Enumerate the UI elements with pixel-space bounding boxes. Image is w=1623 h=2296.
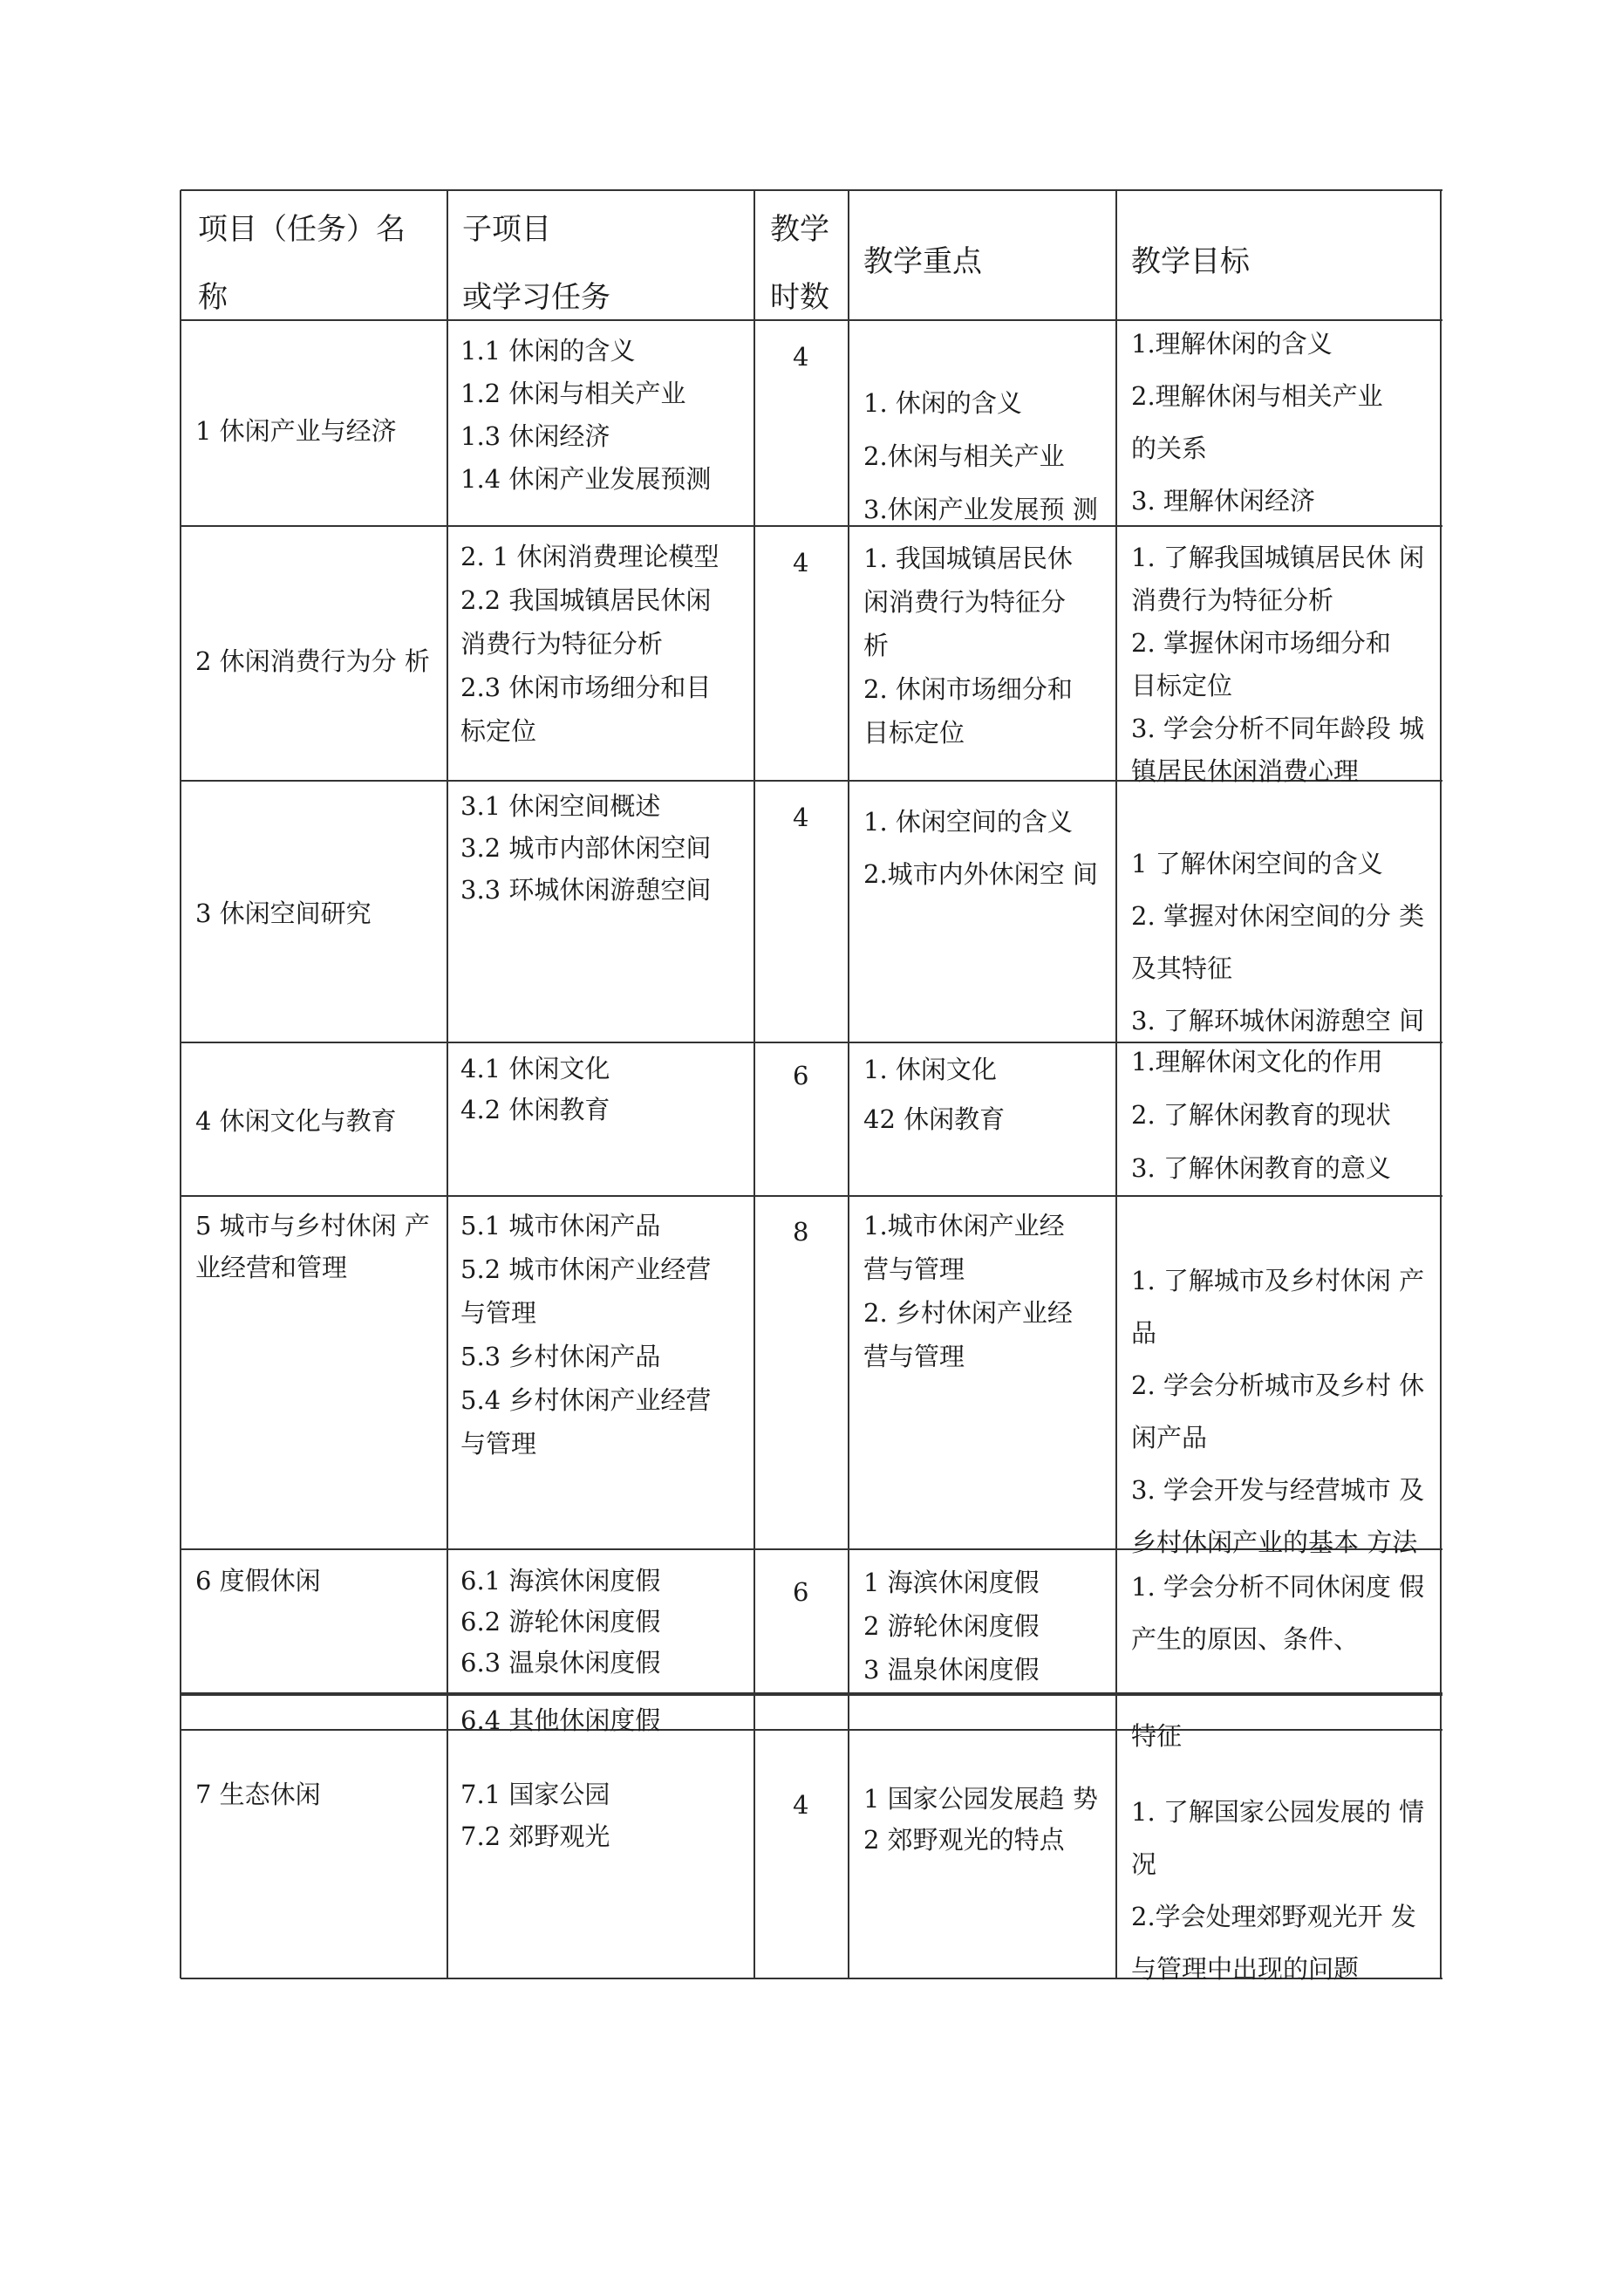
cell-goal-line: 品 <box>1131 1318 1157 1348</box>
cell-sub-line: 1.4 休闲产业发展预测 <box>460 464 712 494</box>
cell-goal-line: 1. 学会分析不同休闲度 假 <box>1131 1572 1425 1602</box>
cell-hours-line: 4 <box>793 803 809 832</box>
cell-item-line: 6 度假休闲 <box>195 1566 321 1596</box>
cell-key-line: 1.城市休闲产业经 <box>863 1211 1065 1240</box>
table-rule <box>181 319 1442 321</box>
cell-sub-line: 3.2 城市内部休闲空间 <box>460 833 712 863</box>
cell-goal-line: 2. 掌握对休闲空间的分 类 <box>1131 901 1425 931</box>
cell-hours-line: 8 <box>793 1217 809 1247</box>
cell-key-line: 营与管理 <box>863 1342 965 1371</box>
cell-hours-line: 6 <box>793 1061 809 1090</box>
cell-sub-line: 2. 1 休闲消费理论模型 <box>460 542 719 571</box>
table-column-rule <box>754 190 755 1978</box>
table-rule <box>181 189 1442 191</box>
cell-key-line: 目标定位 <box>863 718 965 748</box>
cell-goal-line: 1. 了解城市及乡村休闲 产 <box>1131 1266 1425 1295</box>
cell-goal-line: 3. 理解休闲经济 <box>1131 486 1315 516</box>
cell-goal-line: 1 了解休闲空间的含义 <box>1131 849 1383 878</box>
cell-sub-line: 5.3 乡村休闲产品 <box>460 1342 661 1371</box>
cell-item-line: 1 休闲产业与经济 <box>195 416 397 446</box>
cell-sub-line: 2.3 休闲市场细分和目 <box>460 673 712 702</box>
cell-hours-line: 4 <box>793 1790 809 1820</box>
cell-key-line: 1 海滨休闲度假 <box>863 1568 1040 1597</box>
cell-key-line: 1 国家公园发展趋 势 <box>863 1784 1098 1814</box>
cell-hours-line: 6 <box>793 1577 809 1607</box>
cell-key-line: 42 休闲教育 <box>863 1104 1006 1134</box>
cell-key-line: 2.休闲与相关产业 <box>863 441 1065 471</box>
cell-goal-line: 的关系 <box>1131 434 1208 463</box>
cell-hours-line: 4 <box>793 548 809 577</box>
cell-key-line: 3.休闲产业发展预 测 <box>863 495 1098 524</box>
header-item-name-line: 项目（任务）名 <box>198 212 406 247</box>
cell-goal-line: 1. 了解我国城镇居民休 闲 <box>1131 543 1425 572</box>
cell-key-line: 3 温泉休闲度假 <box>863 1655 1040 1684</box>
cell-key-line: 1. 休闲文化 <box>863 1055 997 1084</box>
cell-goal-line: 2.学会处理郊野观光开 发 <box>1131 1902 1416 1931</box>
header-sub-item-line: 子项目 <box>462 212 551 247</box>
cell-sub-line: 6.1 海滨休闲度假 <box>460 1566 661 1596</box>
cell-goal-line: 及其特征 <box>1131 953 1233 983</box>
header-hours-line: 时数 <box>770 280 829 315</box>
cell-goal-line: 2. 了解休闲教育的现状 <box>1131 1100 1391 1130</box>
cell-sub-line: 与管理 <box>460 1298 537 1328</box>
cell-goal-line: 况 <box>1131 1849 1157 1879</box>
cell-item-line: 7 生态休闲 <box>195 1780 321 1809</box>
cell-goal-line: 1.理解休闲的含义 <box>1131 329 1333 359</box>
cell-goal-line: 与管理中出现的问题 <box>1131 1954 1360 1984</box>
cell-sub-line: 2.2 我国城镇居民休闲 <box>460 585 712 615</box>
cell-goal-line: 镇居民休闲消费心理 <box>1131 756 1360 786</box>
table-rule <box>181 1195 1442 1197</box>
cell-key-line: 2 郊野观光的特点 <box>863 1825 1065 1855</box>
cell-key-line: 2. 乡村休闲产业经 <box>863 1298 1073 1328</box>
cell-sub-line: 7.1 国家公园 <box>460 1780 610 1809</box>
cell-goal-line: 闲产品 <box>1131 1423 1208 1452</box>
cell-goal-line: 3. 学会分析不同年龄段 城 <box>1131 714 1425 743</box>
cell-sub-line: 与管理 <box>460 1429 537 1459</box>
cell-key-line: 闲消费行为特征分 <box>863 587 1067 617</box>
cell-item-line: 业经营和管理 <box>195 1253 348 1282</box>
cell-sub-line: 1.3 休闲经济 <box>460 421 610 451</box>
cell-sub-line: 1.1 休闲的含义 <box>460 336 636 366</box>
cell-goal-line: 目标定位 <box>1131 671 1233 700</box>
table-rule <box>181 525 1442 527</box>
cell-key-line: 1. 休闲的含义 <box>863 388 1022 418</box>
table-column-rule <box>180 190 181 1978</box>
cell-sub-line: 4.2 休闲教育 <box>460 1095 610 1124</box>
header-key-points-line: 教学重点 <box>863 244 982 279</box>
cell-goal-line: 3. 了解休闲教育的意义 <box>1131 1153 1391 1183</box>
header-objectives-line: 教学目标 <box>1131 244 1250 279</box>
table-rule <box>181 1694 1442 1696</box>
cell-item-line: 4 休闲文化与教育 <box>195 1106 397 1136</box>
cell-goal-line: 1.理解休闲文化的作用 <box>1131 1047 1383 1076</box>
cell-goal-line: 1. 了解国家公园发展的 情 <box>1131 1797 1425 1827</box>
table-column-rule <box>447 190 448 1978</box>
cell-key-line: 2.城市内外休闲空 间 <box>863 859 1098 889</box>
cell-sub-line: 标定位 <box>460 716 537 746</box>
table-column-rule <box>1440 190 1442 1978</box>
table-rule <box>181 1692 1442 1694</box>
cell-key-line: 1. 我国城镇居民休 <box>863 543 1073 573</box>
cell-goal-line: 消费行为特征分析 <box>1131 585 1334 615</box>
cell-goal-line: 乡村休闲产业的基本 方法 <box>1131 1527 1418 1557</box>
cell-goal-line: 产生的原因、条件、 <box>1131 1624 1360 1654</box>
cell-sub-line: 6.2 游轮休闲度假 <box>460 1607 661 1637</box>
table-column-rule <box>1115 190 1117 1978</box>
cell-sub-line: 3.3 环城休闲游憩空间 <box>460 875 712 905</box>
cell-sub-line: 4.1 休闲文化 <box>460 1054 610 1083</box>
header-sub-item-line: 或学习任务 <box>462 280 610 315</box>
cell-goal-line: 2. 学会分析城市及乡村 休 <box>1131 1370 1425 1400</box>
cell-sub-line: 5.1 城市休闲产品 <box>460 1211 661 1240</box>
cell-sub-line: 7.2 郊野观光 <box>460 1821 610 1851</box>
cell-goal-line: 特征 <box>1131 1721 1183 1751</box>
cell-item-line: 2 休闲消费行为分 析 <box>195 646 430 676</box>
cell-hours-line: 4 <box>793 342 809 372</box>
cell-key-line: 2. 休闲市场细分和 <box>863 674 1073 704</box>
cell-sub-line: 1.2 休闲与相关产业 <box>460 379 686 408</box>
cell-key-line: 析 <box>863 631 890 660</box>
cell-sub-line: 消费行为特征分析 <box>460 629 664 659</box>
cell-item-line: 5 城市与乡村休闲 产 <box>195 1211 430 1240</box>
cell-sub-line: 5.4 乡村休闲产业经营 <box>460 1385 712 1415</box>
cell-sub-line: 6.3 温泉休闲度假 <box>460 1648 661 1678</box>
cell-goal-line: 2. 掌握休闲市场细分和 <box>1131 628 1391 658</box>
cell-goal-line: 3. 了解环城休闲游憩空 间 <box>1131 1006 1425 1035</box>
cell-goal-line: 2.理解休闲与相关产业 <box>1131 381 1383 411</box>
cell-key-line: 营与管理 <box>863 1254 965 1284</box>
cell-key-line: 2 游轮休闲度假 <box>863 1611 1040 1641</box>
cell-sub-line: 5.2 城市休闲产业经营 <box>460 1254 712 1284</box>
cell-goal-line: 3. 学会开发与经营城市 及 <box>1131 1475 1425 1505</box>
cell-sub-line: 6.4 其他休闲度假 <box>460 1705 661 1735</box>
table-rule <box>181 1729 1442 1731</box>
cell-sub-line: 3.1 休闲空间概述 <box>460 791 661 821</box>
header-item-name-line: 称 <box>198 280 228 315</box>
cell-key-line: 1. 休闲空间的含义 <box>863 807 1073 837</box>
cell-item-line: 3 休闲空间研究 <box>195 899 372 928</box>
header-hours-line: 教学 <box>770 212 829 247</box>
table-column-rule <box>848 190 849 1978</box>
